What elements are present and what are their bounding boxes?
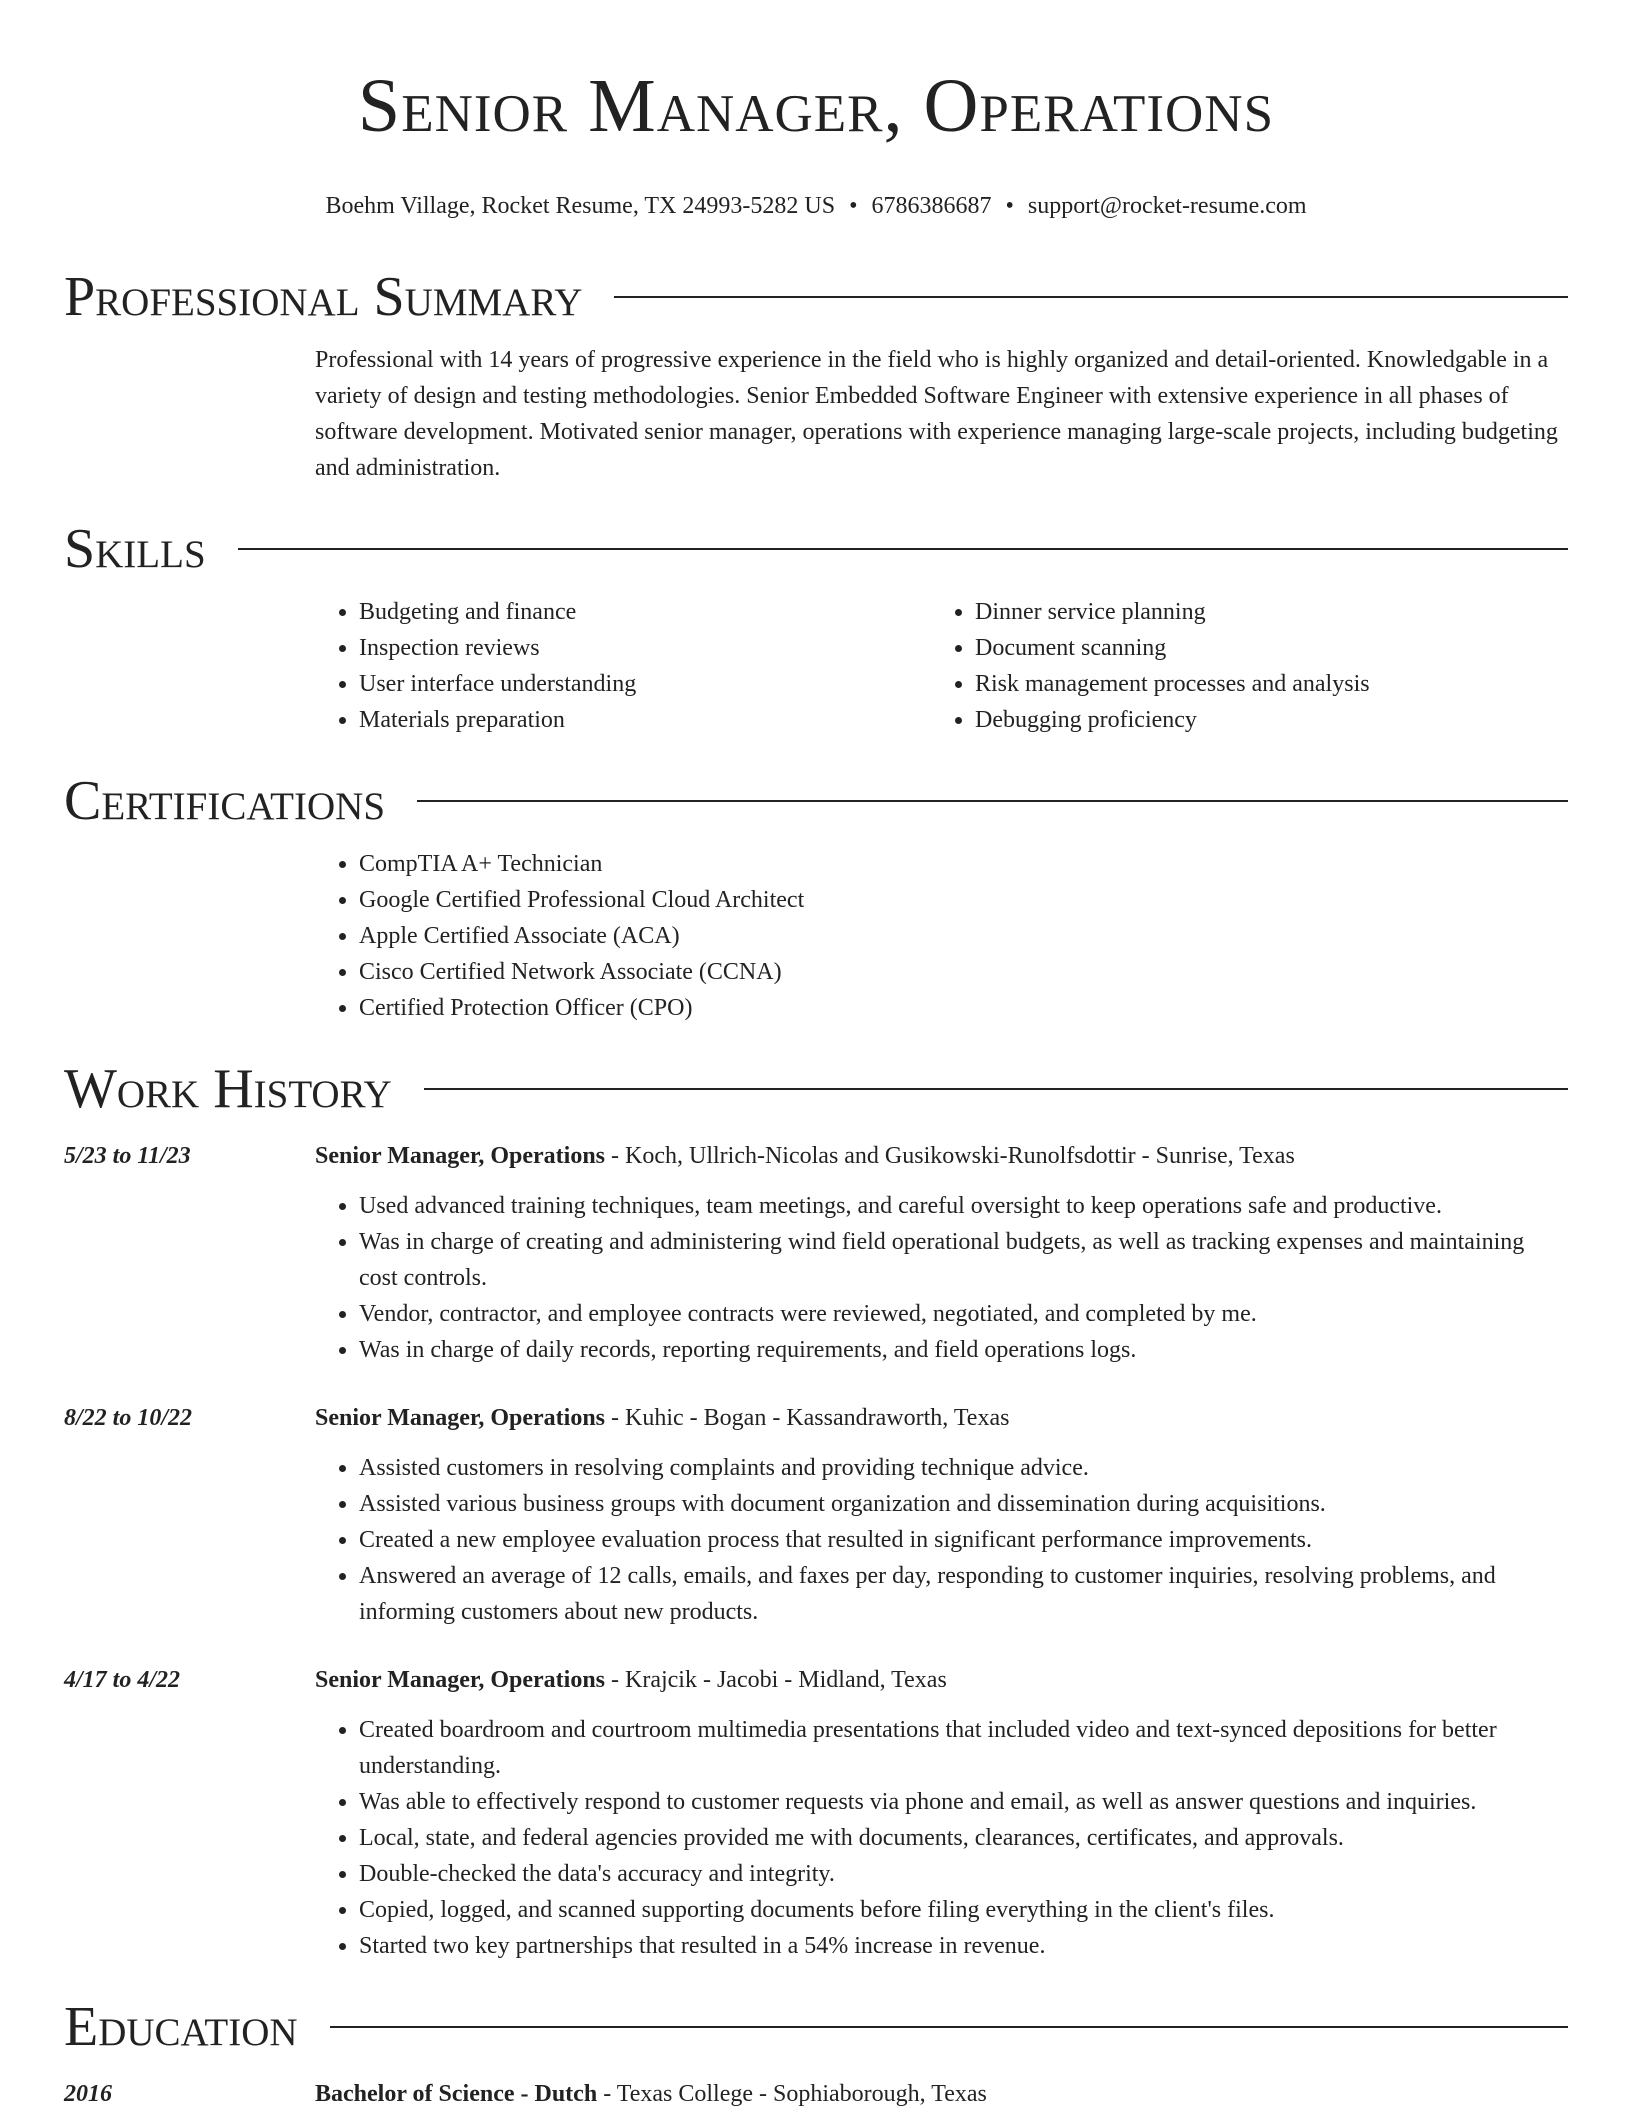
summary-text: Professional with 14 years of progressive experience in the field who is highly organized and detail-oriented. Knowledgable in a variety of design and testing methodologies. Senior Embedded Software Engineer with extensive experience in all phases of software development. Motivated senior manager, operations with experience managing large-scale projects, including budgeting and administration. xyxy=(315,347,1558,481)
section-divider xyxy=(614,296,1568,298)
job-bullet: • Used advanced training techniques, team meetings, and careful oversight to keep operations safe and productive. xyxy=(359,1188,1568,1224)
job-company-location: - Kuhic - Bogan - Kassandraworth, Texas xyxy=(605,1405,1010,1431)
skills-section xyxy=(64,514,1568,738)
job-company-location: - Koch, Ullrich-Nicolas and Gusikowski-Runolfsdottir - Sunrise, Texas xyxy=(605,1143,1295,1169)
certifications-content xyxy=(315,846,1568,1026)
job-bullet: • Vendor, contractor, and employee contracts were reviewed, negotiated, and completed by me. xyxy=(359,1296,1568,1332)
job-bullet: • Was in charge of creating and administering wind field operational budgets, as well as tracking expenses and maintaining cost controls. xyxy=(359,1224,1568,1296)
education-school-location: - Texas College - Sophiaborough, Texas xyxy=(597,2081,987,2107)
education-title: Education xyxy=(64,1996,298,2058)
skills-list-right xyxy=(931,594,1547,738)
job-bullet: • Was in charge of daily records, reporting requirements, and field operations logs. xyxy=(359,1332,1568,1368)
education-section xyxy=(64,1992,1568,2126)
certifications-heading xyxy=(64,766,1568,836)
job-heading xyxy=(315,1400,1568,1436)
skills-grid xyxy=(315,594,1568,738)
job-body xyxy=(315,1400,1568,1630)
summary-heading xyxy=(64,262,1568,332)
education-body xyxy=(315,2076,1568,2126)
job-title: Senior Manager, Operations xyxy=(315,1143,606,1169)
resume-name: Senior Manager, Operations xyxy=(357,64,1275,148)
job-title: Senior Manager, Operations xyxy=(315,1667,606,1693)
skills-title: Skills xyxy=(64,518,206,580)
skills-column-left xyxy=(315,594,931,738)
skill-item: • Debugging proficiency xyxy=(975,702,1547,738)
contact-address: Boehm Village, Rocket Resume, TX 24993-5282 US xyxy=(325,193,836,219)
certifications-list xyxy=(315,846,1568,1026)
skill-item: • Risk management processes and analysis xyxy=(975,666,1547,702)
job-bullets xyxy=(315,1712,1568,1964)
skills-list-left xyxy=(315,594,931,738)
skill-item: • Budgeting and finance xyxy=(359,594,931,630)
work-history-heading xyxy=(64,1054,1568,1124)
job-bullets xyxy=(315,1188,1568,1368)
education-entry xyxy=(64,2076,1568,2126)
job-date: 4/17 to 4/22 xyxy=(64,1667,181,1693)
job-bullets xyxy=(315,1450,1568,1630)
job-heading xyxy=(315,1138,1568,1174)
education-degree: Bachelor of Science - Dutch xyxy=(315,2081,598,2107)
job-company-location: - Krajcik - Jacobi - Midland, Texas xyxy=(605,1667,947,1693)
certifications-section xyxy=(64,766,1568,1026)
certification-item: • Apple Certified Associate (ACA) xyxy=(359,918,1568,954)
education-date: 2016 xyxy=(64,2081,112,2107)
skill-item: • Inspection reviews xyxy=(359,630,931,666)
resume-header xyxy=(64,0,1568,222)
job-bullet: • Was able to effectively respond to customer requests via phone and email, as well as answer questions and inquiries. xyxy=(359,1784,1568,1820)
skill-item: • Document scanning xyxy=(975,630,1547,666)
contact-phone: 6786386687 xyxy=(871,193,992,219)
work-history-section xyxy=(64,1054,1568,1964)
certification-item: • CompTIA A+ Technician xyxy=(359,846,1568,882)
skills-heading xyxy=(64,514,1568,584)
certification-item: • Google Certified Professional Cloud Architect xyxy=(359,882,1568,918)
section-divider xyxy=(424,1088,1568,1090)
job-date: 8/22 to 10/22 xyxy=(64,1405,193,1431)
job-bullet: • Created a new employee evaluation process that resulted in significant performance improvements. xyxy=(359,1522,1568,1558)
contact-email[interactable]: support@rocket-resume.com xyxy=(1027,193,1307,219)
summary-title: Professional Summary xyxy=(64,266,583,328)
job-bullet: • Local, state, and federal agencies provided me with documents, clearances, certificates, and approvals. xyxy=(359,1820,1568,1856)
job-entry xyxy=(64,1400,1568,1630)
job-body xyxy=(315,1662,1568,1964)
skill-item: • Materials preparation xyxy=(359,702,931,738)
job-entry xyxy=(64,1662,1568,1964)
contact-separator: • xyxy=(849,193,858,219)
job-bullet: • Created boardroom and courtroom multimedia presentations that included video and text-synced depositions for better understanding. xyxy=(359,1712,1568,1784)
job-date: 5/23 to 11/23 xyxy=(64,1143,191,1169)
section-divider xyxy=(417,800,1568,802)
work-history-title: Work History xyxy=(64,1058,392,1120)
job-bullet: • Assisted customers in resolving complaints and providing technique advice. xyxy=(359,1450,1568,1486)
certification-item: • Certified Protection Officer (CPO) xyxy=(359,990,1568,1026)
job-bullet: • Answered an average of 12 calls, emails, and faxes per day, responding to customer inquiries, resolving problems, and informing customers about new products. xyxy=(359,1558,1568,1630)
skill-item: • Dinner service planning xyxy=(975,594,1547,630)
certification-item: • Cisco Certified Network Associate (CCNA) xyxy=(359,954,1568,990)
contact-line xyxy=(64,190,1568,222)
education-heading xyxy=(64,1992,1568,2062)
skill-item: • User interface understanding xyxy=(359,666,931,702)
section-divider xyxy=(330,2026,1568,2028)
section-divider xyxy=(238,548,1568,550)
certifications-title: Certifications xyxy=(64,770,386,832)
job-bullet: • Double-checked the data's accuracy and integrity. xyxy=(359,1856,1568,1892)
job-bullet: • Started two key partnerships that resulted in a 54% increase in revenue. xyxy=(359,1928,1568,1964)
job-body xyxy=(315,1138,1568,1368)
summary-content xyxy=(315,342,1568,486)
contact-separator: • xyxy=(1005,193,1014,219)
job-bullet: • Copied, logged, and scanned supporting documents before filing everything in the client's files. xyxy=(359,1892,1568,1928)
job-entry xyxy=(64,1138,1568,1368)
job-title: Senior Manager, Operations xyxy=(315,1405,606,1431)
summary-section xyxy=(64,262,1568,486)
education-heading-line xyxy=(315,2076,1568,2112)
job-bullet: • Assisted various business groups with document organization and dissemination during acquisitions. xyxy=(359,1486,1568,1522)
job-heading xyxy=(315,1662,1568,1698)
skills-column-right xyxy=(931,594,1547,738)
